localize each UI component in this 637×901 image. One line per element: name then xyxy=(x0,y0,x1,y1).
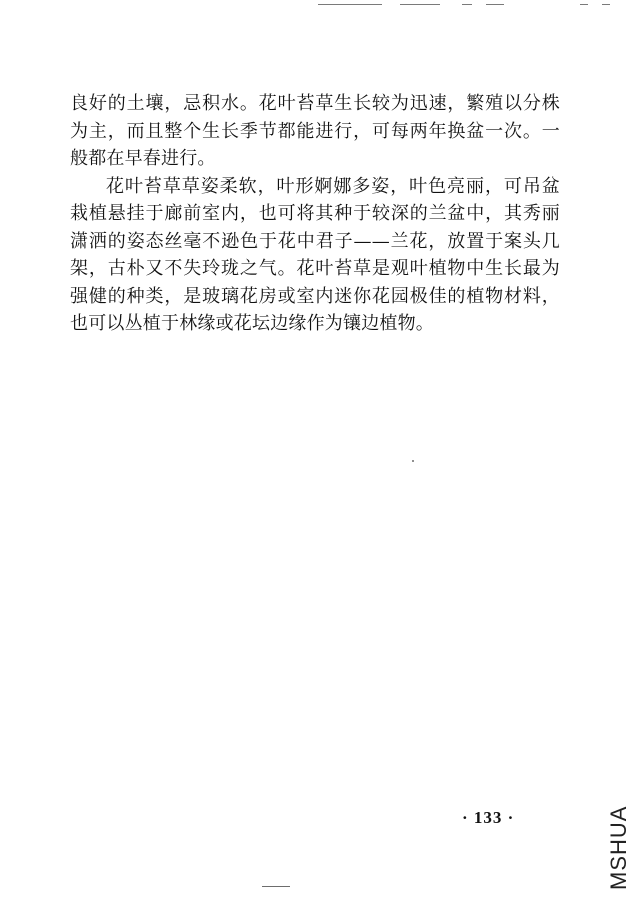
scan-line xyxy=(602,4,610,5)
watermark: MSHUA xyxy=(606,805,631,890)
bottom-scan-line xyxy=(262,886,290,887)
scan-line xyxy=(318,4,382,5)
page-body xyxy=(70,90,560,338)
top-scan-artifacts xyxy=(0,0,637,14)
scan-line xyxy=(580,4,588,5)
scan-dot xyxy=(412,460,414,462)
scan-line xyxy=(462,4,472,5)
scan-line xyxy=(400,4,440,5)
paragraph-1: 良好的土壤，忌积水。花叶苔草生长较为迅速，繁殖以分株为主，而且整个生长季节都能进行，可每两年换盆一次。一般都在早春进行。 xyxy=(70,93,560,169)
page-number: · 133 · xyxy=(462,808,515,827)
paragraph-2: 花叶苔草草姿柔软，叶形婀娜多姿，叶色亮丽，可吊盆栽植悬挂于廊前室内，也可将其种于较深的兰盆中，其秀丽潇洒的姿态丝毫不逊色于花中君子——兰花，放置于案头几架，古朴又不失玲珑之气。花叶苔草是观叶植物中生长最为强健的种类，是玻璃花房或室内迷你花园极佳的植物材料，也可以丛植于林缘或花坛边缘作为镶边植物。 xyxy=(70,175,560,334)
scan-line xyxy=(486,4,504,5)
